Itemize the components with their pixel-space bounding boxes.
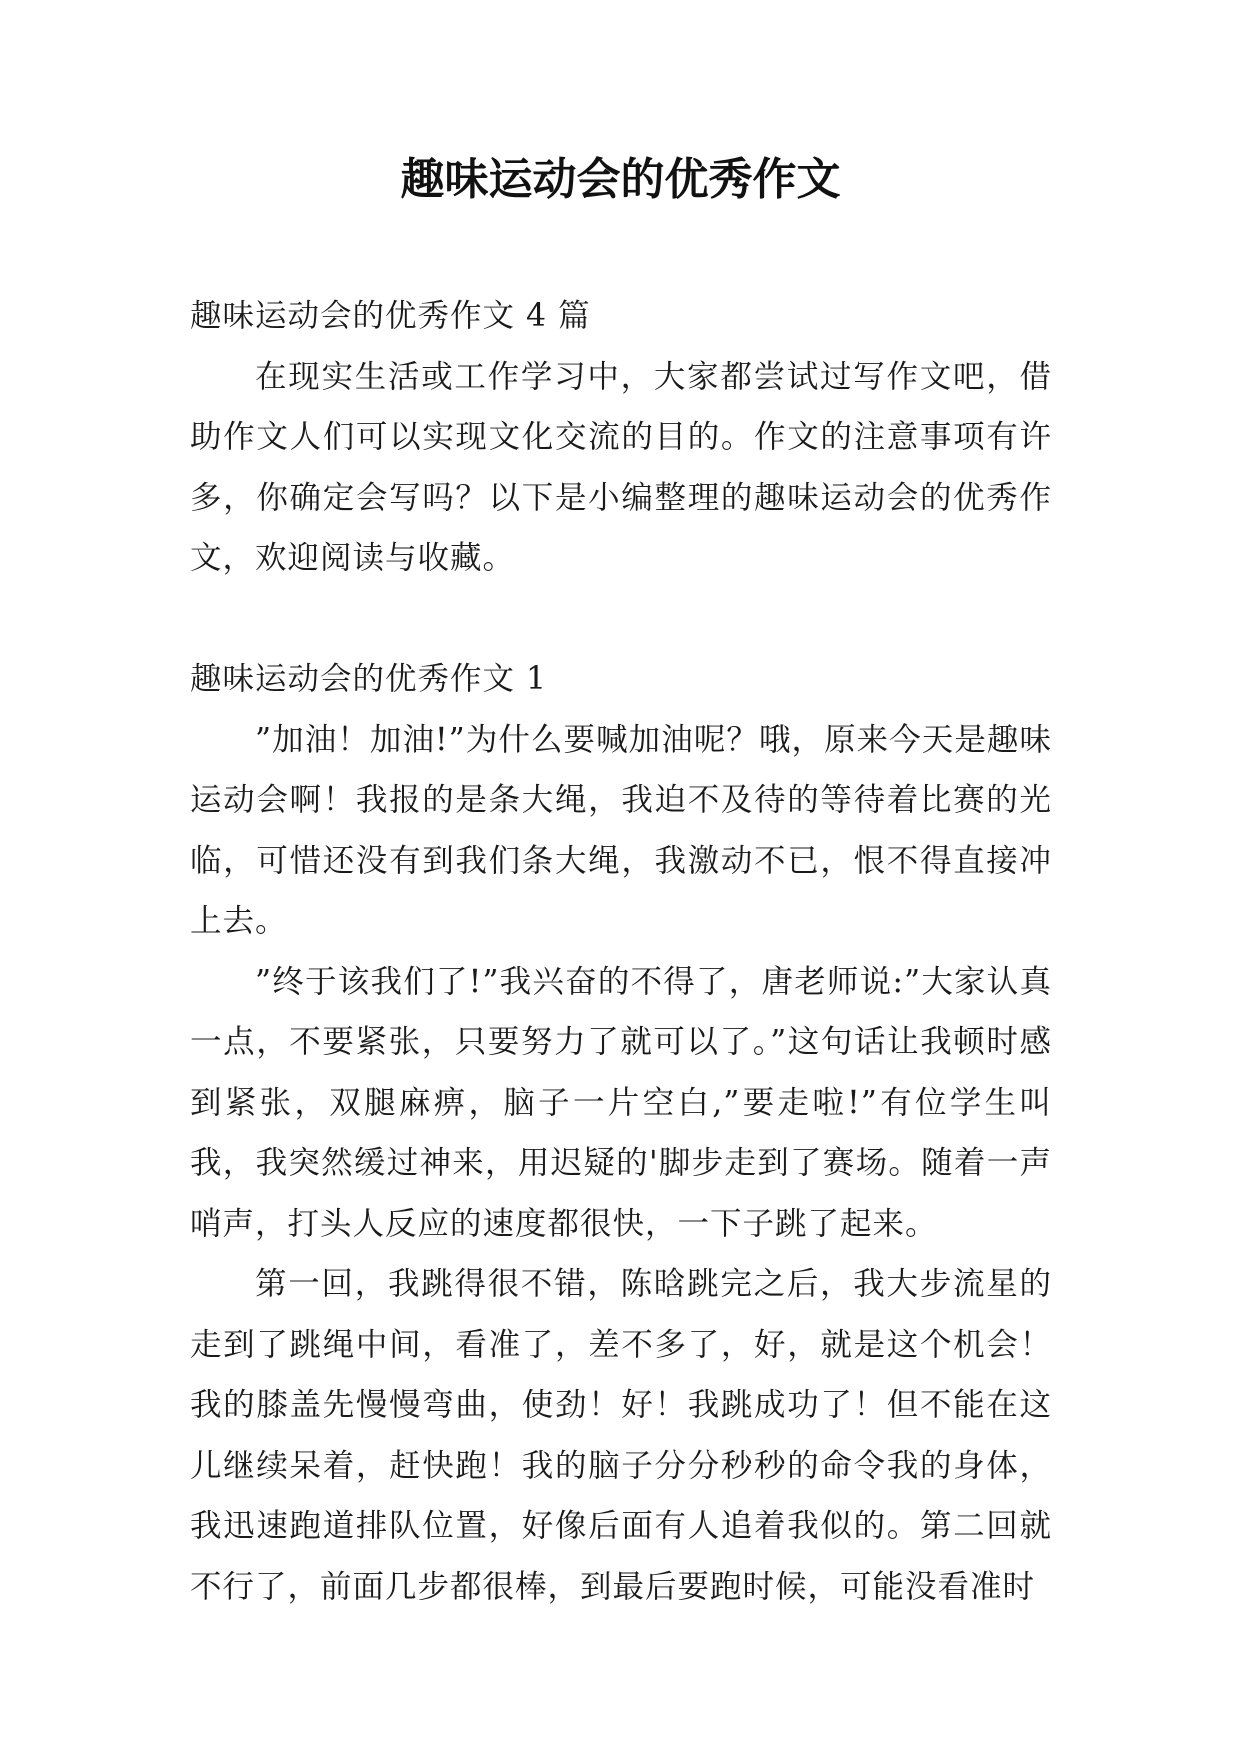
section-heading: 趣味运动会的优秀作文 1 bbox=[190, 661, 548, 697]
collection-subtitle: 趣味运动会的优秀作文 4 篇 bbox=[190, 298, 591, 334]
section-spacer bbox=[190, 589, 1052, 650]
body-paragraph: ”加油！加油!”为什么要喊加油呢？哦，原来今天是趣味运动会啊！我报的是条大绳，我迫不及待的等待着比赛的光临，可惜还没有到我们条大绳，我激动不已，恨不得直接冲上去。 bbox=[190, 721, 1052, 939]
intro-paragraph: 在现实生活或工作学习中，大家都尝试过写作文吧，借助作文人们可以实现文化交流的目的。作文的注意事项有许多，你确定会写吗？以下是小编整理的趣味运动会的优秀作文，欢迎阅读与收藏。 bbox=[190, 358, 1052, 576]
body-paragraph: 第一回，我跳得很不错，陈晗跳完之后，我大步流星的走到了跳绳中间，看准了，差不多了，好，就是这个机会！我的膝盖先慢慢弯曲，使劲！好！我跳成功了！但不能在这儿继续呆着，赶快跑！我的脑子分分秒秒的命令我的身体，我迅速跑道排队位置，好像后面有人追着我似的。第二回就不行了，前面几步都很棒，到最后要跑时候，可能没看准时 bbox=[190, 1266, 1052, 1605]
body-paragraph: ”终于该我们了!”我兴奋的不得了，唐老师说:”大家认真一点，不要紧张，只要努力了就可以了。”这句话让我顿时感到紧张，双腿麻痹，脑子一片空白,”要走啦!”有位学生叫我，我突然缓过神来，用迟疑的'脚步走到了赛场。随着一声哨声，打头人反应的速度都很快，一下子跳了起来。 bbox=[190, 963, 1052, 1242]
document-body bbox=[190, 286, 1052, 1617]
document-title: 趣味运动会的优秀作文 bbox=[400, 154, 841, 205]
